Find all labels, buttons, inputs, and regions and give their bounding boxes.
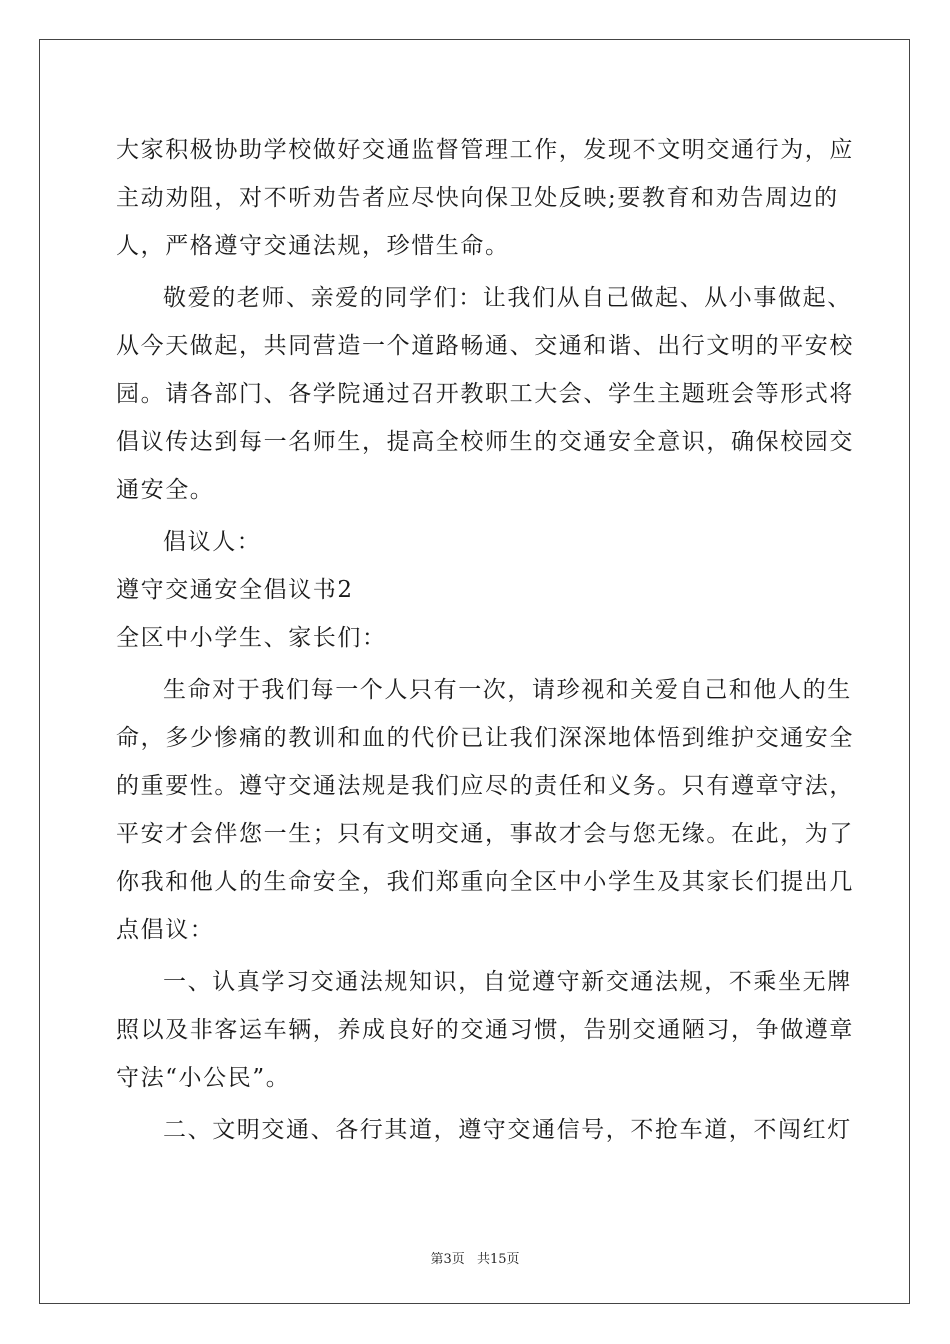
document-body <box>116 126 854 1154</box>
salutation: 全区中小学生、家长们： <box>116 625 387 651</box>
text-line-8: 通安全。 <box>116 477 215 503</box>
text-line-20: 守法“小公民”。 <box>116 1065 291 1091</box>
text-line-1: 大家积极协助学校做好交通监督管理工作，发现不文明交通行为，应 <box>116 137 854 163</box>
text-line-14: 的重要性。遵守交通法规是我们应尽的责任和义务。只有遵章守法， <box>116 773 854 799</box>
page-footer <box>0 1248 950 1267</box>
text-line-18: 一、认真学习交通法规知识，自觉遵守新交通法规，不乘坐无牌 <box>163 969 852 995</box>
text-line-6: 园。请各部门、各学院通过召开教职工大会、学生主题班会等形式将 <box>116 381 854 407</box>
text-line-12: 生命对于我们每一个人只有一次，请珍视和关爱自己和他人的生 <box>163 677 852 703</box>
text-line-15: 平安才会伴您一生；只有文明交通，事故才会与您无缘。在此，为了 <box>116 821 854 847</box>
text-line-17: 点倡议： <box>116 917 215 943</box>
signatory-label: 倡议人： <box>163 529 262 555</box>
section-heading: 遵守交通安全倡议书2 <box>116 577 354 603</box>
text-line-4: 敬爱的老师、亲爱的同学们：让我们从自己做起、从小事做起、 <box>163 285 852 311</box>
text-line-19: 照以及非客运车辆，养成良好的交通习惯，告别交通陋习，争做遵章 <box>116 1017 854 1043</box>
text-line-5: 从今天做起，共同营造一个道路畅通、交通和谐、出行文明的平安校 <box>116 333 854 359</box>
page-number: 第3页 <box>430 1252 465 1267</box>
text-line-16: 你我和他人的生命安全，我们郑重向全区中小学生及其家长们提出几 <box>116 869 854 895</box>
text-line-7: 倡议传达到每一名师生，提高全校师生的交通安全意识，确保校园交 <box>116 429 854 455</box>
page-total: 共15页 <box>476 1252 520 1267</box>
text-line-2: 主动劝阻，对不听劝告者应尽快向保卫处反映;要教育和劝告周边的 <box>116 185 839 211</box>
text-line-13: 命，多少惨痛的教训和血的代价已让我们深深地体悟到维护交通安全 <box>116 725 854 751</box>
text-line-3: 人，严格遵守交通法规，珍惜生命。 <box>116 233 510 259</box>
text-line-21: 二、文明交通、各行其道，遵守交通信号，不抢车道，不闯红灯 <box>163 1117 852 1143</box>
